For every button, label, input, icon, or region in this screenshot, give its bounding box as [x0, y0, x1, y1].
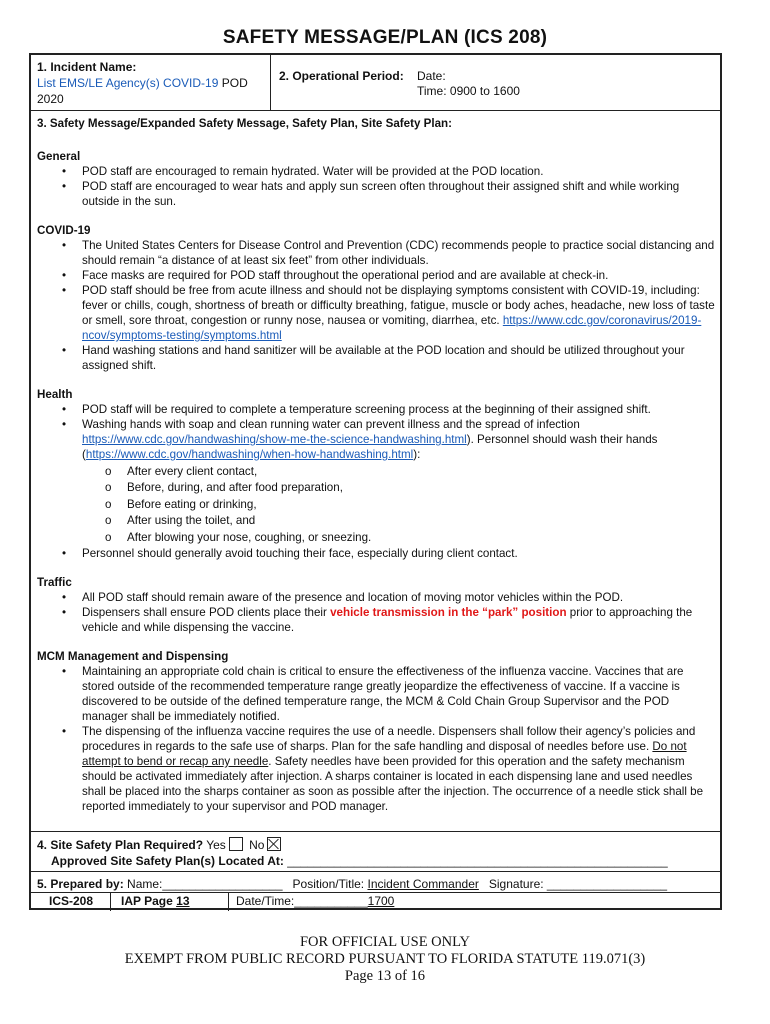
- yes-checkbox[interactable]: [229, 837, 243, 851]
- list-item: • The United States Centers for Disease Control and Prevention (CDC) recommends people to practice social distancing and should remain “a distance of at least six feet” from other individuals.: [82, 238, 717, 268]
- prepared-by-row: [37, 877, 667, 891]
- list-item: • All POD staff should remain aware of the presence and location of moving motor vehicles within the POD.: [82, 590, 717, 605]
- covid-group: [37, 223, 717, 373]
- covid-title: COVID-19: [37, 224, 91, 237]
- ics208-form: [29, 53, 722, 910]
- symptoms-text: POD staff should be free from acute illness and should not be displaying symptoms consistent with COVID-19, including: fever or chills, cough, shortness of breath or difficulty breathing, fatigue, muscle or body aches, headache, new loss of taste or smell, sore throat, congestion or runny nose, nausea or vomiting, diarrhea, etc.: [82, 284, 715, 327]
- sub-list-item: o Before eating or drinking,: [127, 497, 717, 512]
- official-line-2: EXEMPT FROM PUBLIC RECORD PURSUANT TO FLORIDA STATUTE 119.071(3): [124, 951, 646, 967]
- sub-list-item: o After using the toilet, and: [127, 513, 717, 528]
- iap-page: [111, 893, 229, 911]
- operational-period-label: 2. Operational Period:: [279, 69, 404, 83]
- position-label: Position/Title:: [292, 877, 365, 891]
- cdc-handwashing-when-link[interactable]: https://www.cdc.gov/handwashing/when-how-handwashing.html: [85, 448, 414, 461]
- incident-name-year: 2020: [37, 92, 64, 106]
- traffic-text-2: prior to approaching the vehicle and while dispensing the vaccine.: [82, 606, 693, 634]
- form-id: ICS-208: [31, 893, 111, 911]
- needle-text-2: . Safety needles have been provided for this operation and the safety mechanism should be activated immediately after injection. A sharps container is located in each dispensing lane and used needles shall be placed into the sharps container as soon as possible after the injection. The occurrence of a needle stick shall be reported immediately to your supervisor and POD manager.: [82, 755, 704, 813]
- site-safety-plan-label: 4. Site Safety Plan Required?: [37, 838, 204, 852]
- cdc-handwashing-science-link[interactable]: https://www.cdc.gov/handwashing/show-me-the-science-handwashing.html: [82, 433, 467, 446]
- signature-field[interactable]: Signature: __________________: [488, 877, 668, 891]
- safety-message-section: [37, 116, 717, 828]
- site-safety-plan-row: [37, 837, 284, 852]
- iap-page-label: IAP Page: [121, 894, 173, 908]
- date-time-value[interactable]: 1700: [367, 894, 395, 908]
- sub-list-item: o After blowing your nose, coughing, or sneezing.: [127, 530, 717, 545]
- official-use-notice: [0, 934, 770, 985]
- site-safety-plan-section: [31, 831, 720, 872]
- health-group: [37, 387, 717, 561]
- list-item: [82, 417, 717, 545]
- traffic-title: Traffic: [37, 576, 72, 589]
- date-time-label: Date/Time:___________: [236, 894, 368, 908]
- incident-name-label: 1. Incident Name:: [37, 60, 137, 74]
- op-date: Date:: [417, 69, 446, 83]
- incident-name-cell: [31, 55, 271, 110]
- list-item: • Personnel should generally avoid touching their face, especially during client contact.: [82, 546, 717, 561]
- cdc-symptoms-link[interactable]: https://www.cdc.gov/coronavirus/2019-ncov/symptoms-testing/symptoms.html: [82, 314, 702, 342]
- header-row: [31, 55, 720, 111]
- list-item: • POD staff are encouraged to remain hydrated. Water will be provided at the POD location.: [82, 164, 717, 179]
- form-footer-bar: [31, 892, 720, 911]
- incident-name-suffix: POD: [218, 76, 248, 90]
- traffic-group: [37, 575, 717, 635]
- section3-heading: 3. Safety Message/Expanded Safety Message, Safety Plan, Site Safety Plan:: [37, 117, 452, 130]
- approved-plan-label: Approved Site Safety Plan(s) Located At:: [51, 854, 284, 868]
- list-item: [82, 605, 717, 635]
- date-time: [236, 893, 394, 910]
- approved-plan-row: [51, 854, 668, 868]
- list-item: [82, 724, 717, 814]
- no-label: No: [249, 838, 265, 852]
- park-position-warning: vehicle transmission in the “park” position: [330, 606, 567, 619]
- needle-text: The dispensing of the influenza vaccine requires the use of a needle. Dispensers shall follow their agency’s policies and procedures in regards to the safe use of sharps. Plan for the safe handling and disposal of needles before use.: [82, 725, 696, 753]
- general-title: General: [37, 150, 81, 163]
- handwash-text-2: ). Personnel should wash their hands (: [82, 433, 658, 461]
- mcm-group: [37, 649, 717, 814]
- list-item: • POD staff will be required to complete a temperature screening process at the beginning of their assigned shift.: [82, 402, 717, 417]
- health-title: Health: [37, 388, 73, 401]
- list-item: [82, 283, 717, 343]
- handwash-text: Washing hands with soap and clean running water can prevent illness and the spread of infection: [82, 418, 580, 431]
- traffic-text: Dispensers shall ensure POD clients place their: [82, 606, 331, 619]
- mcm-title: MCM Management and Dispensing: [37, 650, 229, 663]
- form-title: SAFETY MESSAGE/PLAN (ICS 208): [222, 27, 548, 48]
- prepared-by-label: 5. Prepared by:: [37, 877, 124, 891]
- official-line-1: FOR OFFICIAL USE ONLY: [299, 934, 470, 950]
- sub-list-item: o Before, during, and after food preparation,: [127, 480, 717, 495]
- prepared-name-field[interactable]: Name:__________________: [127, 877, 283, 891]
- page-number: Page 13 of 16: [344, 968, 426, 984]
- incident-name-link[interactable]: List EMS/LE Agency(s) COVID-19: [37, 76, 219, 90]
- needle-warning: Do not attempt to bend or recap any needle: [82, 740, 687, 768]
- iap-page-value[interactable]: 13: [176, 894, 190, 908]
- general-group: [37, 149, 717, 209]
- no-checkbox[interactable]: [267, 837, 281, 851]
- list-item: • POD staff are encouraged to wear hats and apply sun screen often throughout their assigned shift and while working outside in the sun.: [82, 179, 717, 209]
- incident-name-value: [37, 75, 264, 91]
- operational-period: [279, 69, 520, 98]
- position-value[interactable]: Incident Commander: [367, 877, 479, 891]
- list-item: • Maintaining an appropriate cold chain is critical to ensure the effectiveness of the influenza vaccine. Vaccines that are stored outside of the recommended temperature range greatly jeopardize the effectiveness of vaccine. If a vaccine is discovered to be outside of the defined temperature range, the MCM & Cold Chain Group Supervisor and the POD manager shall be immediately notified.: [82, 664, 717, 724]
- handwash-text-3: ):: [413, 448, 421, 461]
- list-item: • Hand washing stations and hand sanitizer will be available at the POD location and should be utilized throughout your assigned shift.: [82, 343, 717, 373]
- yes-label: Yes: [206, 838, 226, 852]
- approved-plan-line[interactable]: _________________________________________________________: [287, 854, 668, 868]
- op-time: Time: 0900 to 1600: [417, 84, 520, 98]
- list-item: • Face masks are required for POD staff throughout the operational period and are available at check-in.: [82, 268, 717, 283]
- sub-list-item: o After every client contact,: [127, 464, 717, 479]
